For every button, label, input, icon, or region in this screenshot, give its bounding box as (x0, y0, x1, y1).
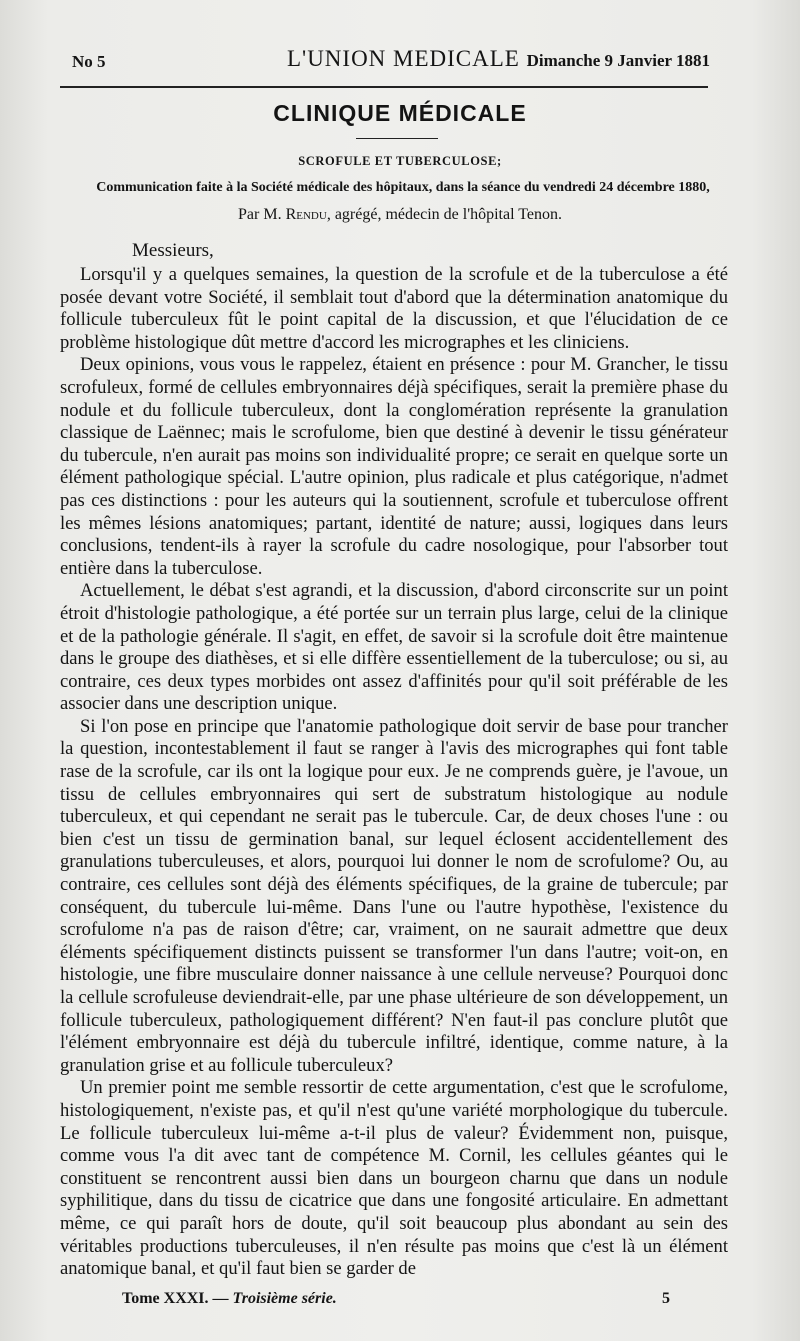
salutation: Messieurs, (132, 240, 214, 261)
journal-title: L'UNION MEDICALE (287, 46, 520, 71)
paragraph: Deux opinions, vous vous le rappelez, étaient en présence : pour M. Grancher, le tissu scrofuleux, formé de cellules embryonnaires déjà spécifiques, serait la première phase du nodule et du follicule tuberculeux, dont la conglomération représente la granulation classique de Laënnec; mais le scrofulome, bien que destiné à devenir le tissu générateur du tubercule, n'en aurait pas moins son individualité propre; ce serait en quelque sorte un élément pathologique spécial. L'autre opinion, plus radicale et plus catégorique, n'admet pas ces distinctions : pour les auteurs qui la soutiennent, scrofule et tuberculose offrent les mêmes lésions anatomiques; partant, identité de nature; aussi, logiques dans leurs conclusions, tendent-ils à rayer la scrofule du cadre nosologique, pour l'absorber tout entière dans la tuberculose. (60, 354, 728, 579)
paragraph: Actuellement, le débat s'est agrandi, et la discussion, d'abord circonscrite sur un point étroit d'histologie pathologique, a été portée sur un terrain plus large, celui de la clinique et de la pathologie générale. Il s'agit, en effet, de savoir si la scrofule doit être maintenue dans le groupe des diathèses, et si elle diffère essentiellement de la tuberculose; ou si, au contraire, ces deux types morbides ont assez d'affinités pour qu'il soit préférable de les associer dans une description unique. (60, 580, 728, 715)
running-header (72, 46, 710, 76)
issue-date: Dimanche 9 Janvier 1881 (526, 51, 710, 70)
section-title: CLINIQUE MÉDICALE (273, 100, 527, 126)
article-body (60, 264, 728, 1281)
page-footer (122, 1290, 670, 1314)
issue-number: No 5 (72, 52, 106, 71)
title-rule (356, 138, 438, 139)
paragraph: Si l'on pose en principe que l'anatomie pathologique doit servir de base pour trancher la question, incontestablement il faut se ranger à l'avis des micrographes qui font table rase de la scrofule, car ils ont la logique pour eux. Je ne comprends guère, je l'avoue, un tissu de cellules embryonnaires qui sert de substratum histologique au nodule tuberculeux, et qui cependant ne serait pas le tubercule. Car, de deux choses l'une : ou bien c'est un tissu de germination banal, sur lequel éclosent accidentellement des granulations tuberculeuses, et alors, pourquoi lui donner le nom de scrofulome? Ou, au contraire, ces cellules sont déjà des éléments spécifiques, de la graine de tubercule; par conséquent, du tubercule lui-même. Dans l'une ou l'autre hypothèse, l'existence du scrofulome n'a pas de raison d'être; car, vraiment, on ne saurait admettre que deux éléments spécifiquement distincts puissent se transformer l'un dans l'autre; voit-on, en histologie, une fibre musculaire donner naissance à une cellule nerveuse? Pourquoi donc la cellule scrofuleuse deviendrait-elle, par une phase ultérieure de son développement, un follicule tuberculeux, pathologiquement différent? N'en faut-il pas conclure plutôt que l'élément embryonnaire est déjà du tubercule infiltré, identique, comme nature, à la granulation grise et au follicule tuberculeux? (60, 715, 728, 1076)
paragraph: Lorsqu'il y a quelques semaines, la question de la scrofule et de la tuberculose a été posée devant votre Société, il semblait tout d'abord que la détermination anatomique du follicule tuberculeux fût le point capital de la discussion, et que l'élucidation de ce problème histologique dût mettre d'accord les micrographes et les cliniciens. (60, 264, 728, 353)
author-prefix: Par M. (238, 206, 282, 223)
author-name: Rendu (285, 206, 327, 223)
author-line (0, 206, 800, 224)
article-title: SCROFULE ET TUBERCULOSE; (298, 154, 502, 168)
header-rule (60, 86, 708, 88)
series-label: Troisième série. (232, 1290, 337, 1307)
volume-label: Tome XXXI. — (122, 1290, 229, 1307)
communication-note: Communication faite à la Société médicale des hôpitaux, dans la séance du vendredi 24 décembre 1880, (96, 180, 710, 195)
page-number: 5 (662, 1290, 670, 1307)
author-suffix: , agrégé, médecin de l'hôpital Tenon. (326, 206, 562, 223)
paragraph: Un premier point me semble ressortir de cette argumentation, c'est que le scrofulome, histologiquement, n'existe pas, et qu'il n'est qu'une variété morphologique du tubercule. Le follicule tuberculeux lui-même a-t-il plus de valeur? Évidemment non, puisque, comme vous l'a dit avec tant de compétence M. Cornil, les cellules géantes qui le constituent se rencontrent aussi bien dans un bourgeon charnu que dans un nodule syphilitique, dans du tissu de cicatrice que dans une fongosité articulaire. En admettant même, ce qui paraît hors de doute, qu'il soit beaucoup plus abondant au sein des véritables productions tuberculeuses, il n'en résulte pas moins que c'est là un élément anatomique banal, et qu'il faut bien se garder de (60, 1077, 728, 1280)
